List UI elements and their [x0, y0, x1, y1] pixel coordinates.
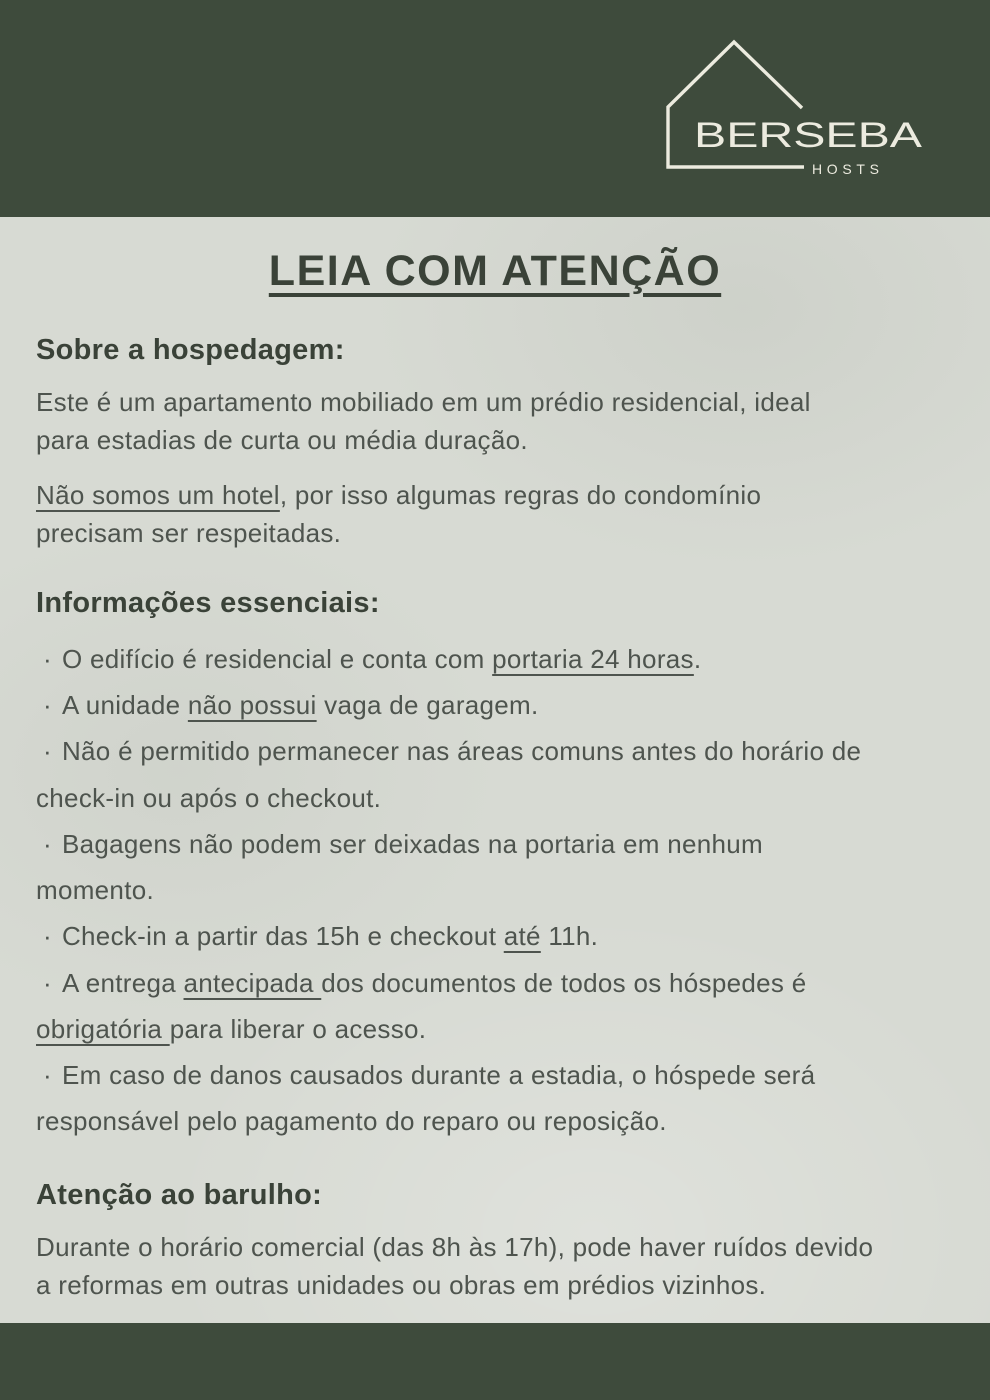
bullet-dot: · [43, 967, 52, 998]
bullet-dot: · [43, 921, 52, 952]
paragraph-barulho: Durante o horário comercial (das 8h às 17h), pode haver ruídos devido a reformas em outras unidades ou obras em prédios vizinhos. [36, 1231, 874, 1300]
footer-bar [0, 1323, 990, 1400]
section-heading-essenciais: Informações essenciais: [36, 586, 380, 619]
list-item-checkin-checkout [36, 913, 954, 959]
section-heading-hospedagem: Sobre a hospedagem: [36, 334, 345, 366]
list-item-text: Check-in a partir das 15h e checkout até 11h. [61, 921, 599, 952]
bullet-dot: · [43, 736, 52, 767]
list-item-portaria [36, 636, 954, 682]
brand-name: BERSEBA [694, 116, 923, 155]
bullet-dot: · [43, 643, 52, 674]
header-banner [0, 0, 990, 217]
bullet-dot: · [43, 1060, 52, 1091]
paragraph-apartamento: Este é um apartamento mobiliado em um prédio residencial, ideal para estadias de curta ou média duração. [36, 387, 811, 455]
list-item-text: Bagagens não podem ser deixadas na portaria em nenhum momento. [36, 828, 763, 906]
list-item-text: A entrega antecipada dos documentos de todos os hóspedes é obrigatória para liberar o acesso. [36, 967, 807, 1044]
bullet-dot: · [43, 828, 52, 859]
notice-content [0, 247, 990, 1305]
list-item-text: Não é permitido permanecer nas áreas comuns antes do horário de check-in ou após o checkout. [36, 736, 862, 813]
section-essenciais [36, 587, 954, 1145]
list-item-bagagens [36, 821, 954, 914]
rules-list [36, 636, 954, 1145]
list-item-documentos [36, 960, 954, 1053]
list-item-areas-comuns [36, 728, 954, 821]
section-heading-barulho: Atenção ao barulho: [36, 1178, 323, 1211]
list-item-garagem [36, 682, 954, 728]
list-item-text: A unidade não possui vaga de garagem. [61, 690, 539, 721]
bullet-dot: · [43, 690, 52, 721]
brand-logo [660, 38, 932, 180]
section-barulho [36, 1179, 954, 1305]
brand-tagline: HOSTS [812, 161, 885, 177]
list-item-text: Em caso de danos causados durante a estadia, o hóspede será responsável pelo pagamento do reparo ou reposição. [36, 1060, 816, 1137]
paragraph-nao-somos-hotel: Não somos um hotel, por isso algumas regras do condomínio precisam ser respeitadas. [36, 479, 762, 548]
page-title: LEIA COM ATENÇÃO [268, 247, 722, 295]
list-item-text: O edifício é residencial e conta com portaria 24 horas. [61, 643, 702, 674]
list-item-danos [36, 1052, 954, 1145]
section-hospedagem [36, 334, 954, 553]
